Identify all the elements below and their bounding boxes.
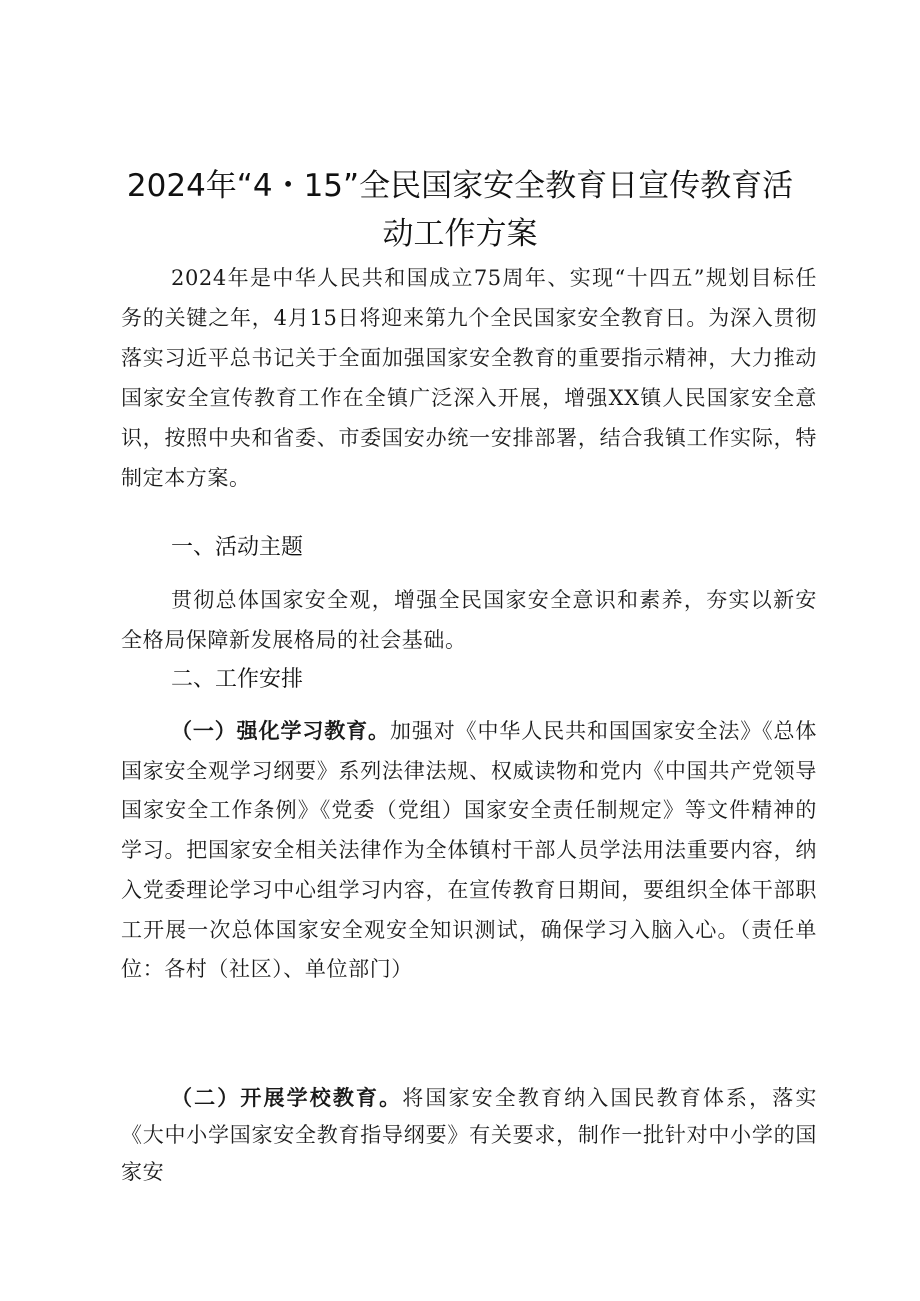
document-title-line-2: 动工作方案 [382, 216, 538, 252]
section-2-item-2-lead: （二）开展学校教育。 [171, 1086, 403, 1110]
section-2-item-2-body: 将国家安全教育纳入国民教育体系，落实《大中小学国家安全教育指导纲要》有关要求，制作一批针对中小学的国家安 [121, 1086, 817, 1184]
section-2-item-2-paragraph [121, 1080, 817, 1191]
section-2-item-1-paragraph [121, 712, 817, 990]
intro-paragraph: 2024年是中华人民共和国成立75周年、实现“十四五”规划目标任务的关键之年，4月15日将迎来第九个全民国家安全教育日。为深入贯彻落实习近平总书记关于全面加强国家安全教育的重要指示精神，大力推动国家安全宣传教育工作在全镇广泛深入开展，增强XX镇人民国家安全意识，按照中央和省委、市委国安办统一安排部署，结合我镇工作实际，特制定本方案。 [121, 266, 817, 490]
section-2-item-1-body: 加强对《中华人民共和国国家安全法》《总体国家安全观学习纲要》系列法律法规、权威读物和党内《中国共产党领导国家安全工作条例》《党委（党组）国家安全责任制规定》等文件精神的学习。把国家安全相关法律作为全体镇村干部人员学法用法重要内容，纳入党委理论学习中心组学习内容，在宣传教育日期间，要组织全体干部职工开展一次总体国家安全观安全知识测试，确保学习入脑入心。（责任单位：各村（社区）、单位部门） [121, 719, 818, 982]
section-2-item-1-lead: （一）强化学习教育。 [171, 719, 390, 743]
document-title-line-1: 2024年“4・15”全民国家安全教育日宣传教育活 [126, 168, 794, 204]
section-1-heading: 一、活动主题 [171, 535, 304, 560]
section-1-paragraph: 贯彻总体国家安全观，增强全民国家安全意识和素养，夯实以新安全格局保障新发展格局的社会基础。 [121, 588, 817, 652]
section-2-heading: 二、工作安排 [171, 667, 304, 692]
